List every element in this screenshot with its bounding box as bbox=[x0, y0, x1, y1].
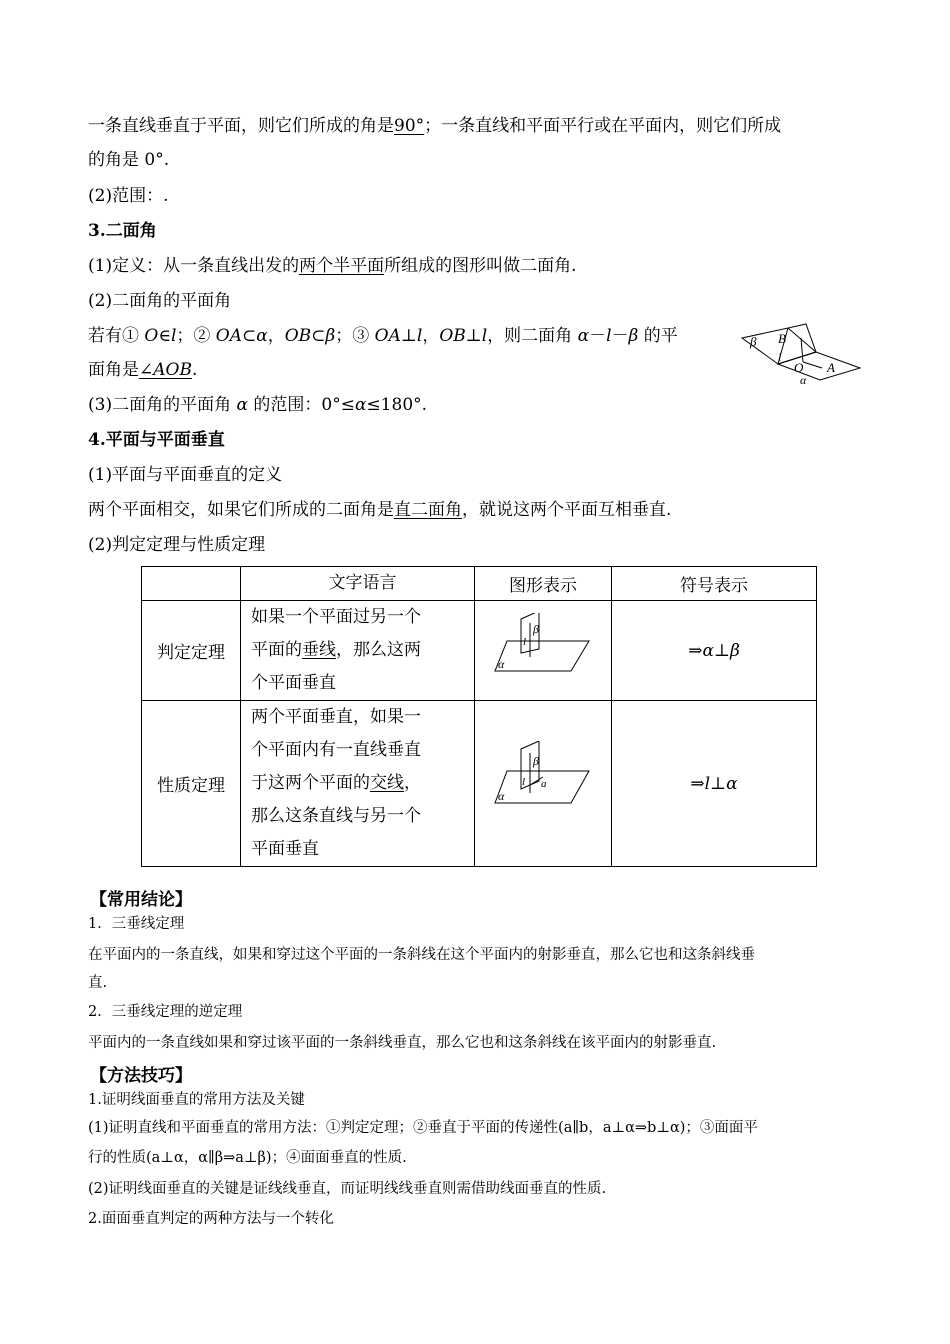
table-header-cell: 图形表示 bbox=[475, 567, 612, 601]
section-heading: 【方法技巧】 bbox=[90, 1066, 192, 1086]
fig-label-A: A bbox=[827, 360, 835, 375]
text-line: (2)证明线面垂直的关键是证线线垂直，而证明线线垂直则需借助线面垂直的性质. bbox=[88, 1181, 607, 1197]
fig-label-O: O bbox=[794, 360, 804, 375]
text-line: 两个平面相交，如果它们所成的二面角是直二面角，就说这两个平面互相垂直. bbox=[88, 500, 672, 520]
property-figure bbox=[493, 741, 593, 821]
table-row bbox=[142, 701, 817, 867]
row-text: 如果一个平面过另一个 平面的垂线，那么这两 个平面垂直 bbox=[241, 601, 475, 701]
criterion-figure bbox=[493, 613, 593, 683]
text-line: (1)平面与平面垂直的定义 bbox=[88, 465, 283, 485]
fig-label-beta: β bbox=[533, 622, 539, 636]
fig-label-alpha: α bbox=[498, 789, 505, 803]
text-line: 1.证明线面垂直的常用方法及关键 bbox=[88, 1092, 305, 1108]
text-line: 在平面内的一条直线，如果和穿过这个平面的一条斜线在这个平面内的射影垂直，那么它也和这条斜线垂 bbox=[88, 947, 755, 963]
fig-label-beta: β bbox=[750, 334, 757, 349]
text-line: (2)范围：. bbox=[88, 186, 169, 206]
text-line: 2.面面垂直判定的两种方法与一个转化 bbox=[88, 1211, 334, 1227]
fig-label-l: l bbox=[522, 776, 526, 788]
fig-label-alpha: α bbox=[498, 657, 505, 671]
row-symbol: ⇒α⊥β bbox=[612, 601, 817, 701]
fig-label-l: l bbox=[523, 636, 527, 648]
fig-label-alpha: α bbox=[800, 373, 807, 387]
fig-label-l: l bbox=[778, 350, 782, 364]
table-header-cell: 符号表示 bbox=[612, 567, 817, 601]
row-name: 判定定理 bbox=[142, 601, 241, 701]
theorem-table bbox=[141, 566, 817, 867]
text-line: 1．三垂线定理 bbox=[88, 916, 185, 932]
text-line: 平面内的一条直线如果和穿过该平面的一条斜线垂直，那么它也和这条斜线在该平面内的射影垂直. bbox=[88, 1035, 717, 1051]
table-header-cell bbox=[142, 567, 241, 601]
text-line: (1)证明直线和平面垂直的常用方法：①判定定理；②垂直于平面的传递性(a∥b，a⊥α⇒b⊥α)；③面面平 bbox=[88, 1120, 758, 1136]
text-line: 2．三垂线定理的逆定理 bbox=[88, 1004, 243, 1020]
row-text: 两个平面垂直，如果一 个平面内有一直线垂直 于这两个平面的交线， 那么这条直线与另一个 平面垂直 bbox=[241, 701, 475, 867]
text-line: (3)二面角的平面角 α 的范围：0°≤α≤180°. bbox=[88, 395, 428, 415]
text-line: 直. bbox=[88, 975, 108, 991]
text-line: 一条直线垂直于平面，则它们所成的角是90°；一条直线和平面平行或在平面内，则它们所成 bbox=[88, 116, 782, 136]
fig-label-beta: β bbox=[533, 754, 539, 768]
text-line: 若有① O∈l；② OA⊂α，OB⊂β；③ OA⊥l，OB⊥l，则二面角 α－l－β 的平 bbox=[88, 326, 678, 346]
row-figure bbox=[475, 701, 612, 867]
fig-label-a: a bbox=[541, 778, 547, 790]
section-heading: 4.平面与平面垂直 bbox=[88, 430, 225, 450]
table-row bbox=[142, 601, 817, 701]
row-symbol: ⇒l⊥α bbox=[612, 701, 817, 867]
text-line: (2)判定定理与性质定理 bbox=[88, 535, 266, 555]
text-line: (1)定义：从一条直线出发的两个半平面所组成的图形叫做二面角. bbox=[88, 256, 577, 276]
text-line: (2)二面角的平面角 bbox=[88, 291, 232, 311]
table-header-row bbox=[142, 567, 817, 601]
fig-label-B: B bbox=[778, 331, 786, 346]
section-heading: 3.二面角 bbox=[88, 221, 157, 241]
row-figure bbox=[475, 601, 612, 701]
text-line: 行的性质(a⊥α，α∥β⇒a⊥β)；④面面垂直的性质. bbox=[88, 1150, 407, 1166]
dihedral-angle-figure bbox=[738, 318, 866, 390]
text-line: 的角是 0°. bbox=[88, 150, 170, 170]
table-header-cell: 文字语言 bbox=[241, 567, 475, 601]
text-line: 面角是∠AOB. bbox=[88, 360, 198, 380]
section-heading: 【常用结论】 bbox=[90, 890, 192, 910]
row-name: 性质定理 bbox=[142, 701, 241, 867]
